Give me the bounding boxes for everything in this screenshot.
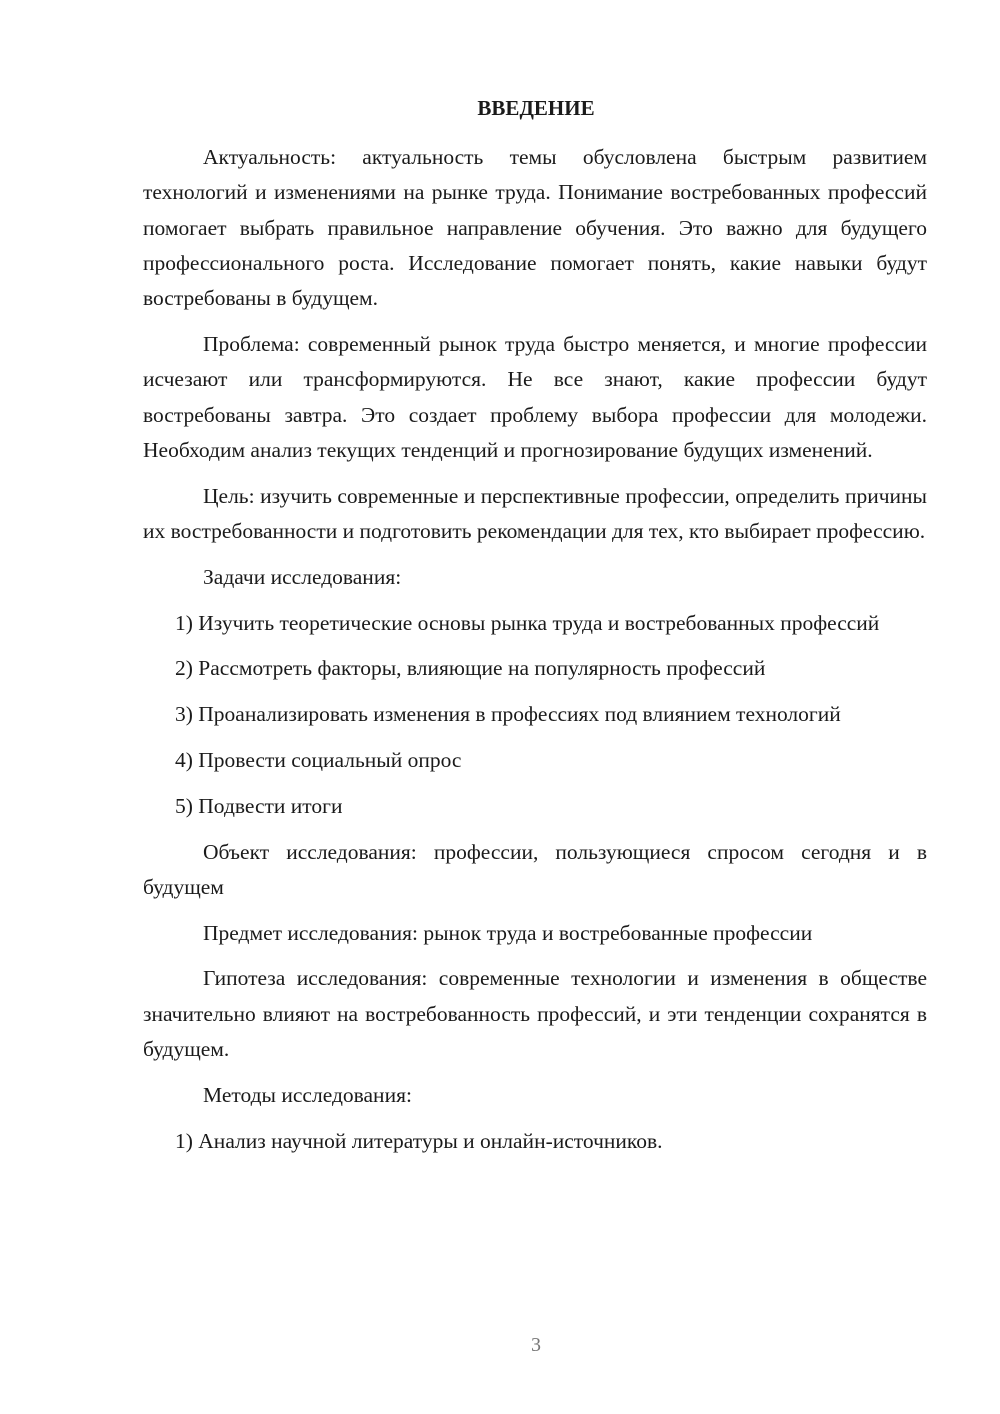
tasks-heading: Задачи исследования: — [203, 564, 402, 589]
object-paragraph: Объект исследования: профессии, пользующиеся спросом сегодня и в будущем — [143, 839, 927, 899]
task-item: 2) Рассмотреть факторы, влияющие на популярность профессий — [175, 656, 766, 681]
page-title: ВВЕДЕНИЕ — [477, 96, 595, 120]
task-item: 3) Проанализировать изменения в профессиях под влиянием технологий — [175, 702, 841, 727]
task-item: 4) Провести социальный опрос — [175, 747, 462, 772]
task-item: 5) Подвести итоги — [175, 793, 343, 818]
relevance-paragraph: Актуальность: актуальность темы обусловлена быстрым развитием технологий и изменениями на рынке труда. Понимание востребованных профессий помогает выбрать правильное направление обучения. Это важно для будущего профессионального роста. Исследование помогает понять, какие навыки будут востребованы в будущем. — [143, 145, 927, 311]
subject-paragraph: Предмет исследования: рынок труда и востребованные профессии — [203, 920, 813, 945]
document-body — [143, 140, 927, 1169]
goal-paragraph: Цель: изучить современные и перспективные профессии, определить причины их востребованности и подготовить рекомендации для тех, кто выбирает профессию. — [143, 483, 927, 543]
hypothesis-paragraph: Гипотеза исследования: современные технологии и изменения в обществе значительно влияют на востребованность профессий, и эти тенденции сохранятся в будущем. — [143, 966, 927, 1062]
method-item: 1) Анализ научной литературы и онлайн-источников. — [175, 1128, 663, 1153]
problem-paragraph: Проблема: современный рынок труда быстро меняется, и многие профессии исчезают или трансформируются. Не все знают, какие профессии будут востребованы завтра. Это создает проблему выбора профессии для молодежи. Необходим анализ текущих тенденций и прогнозирование будущих изменений. — [143, 331, 927, 462]
page-number: 3 — [531, 1334, 541, 1356]
methods-heading: Методы исследования: — [203, 1082, 412, 1107]
task-item: 1) Изучить теоретические основы рынка труда и востребованных профессий — [175, 610, 880, 635]
